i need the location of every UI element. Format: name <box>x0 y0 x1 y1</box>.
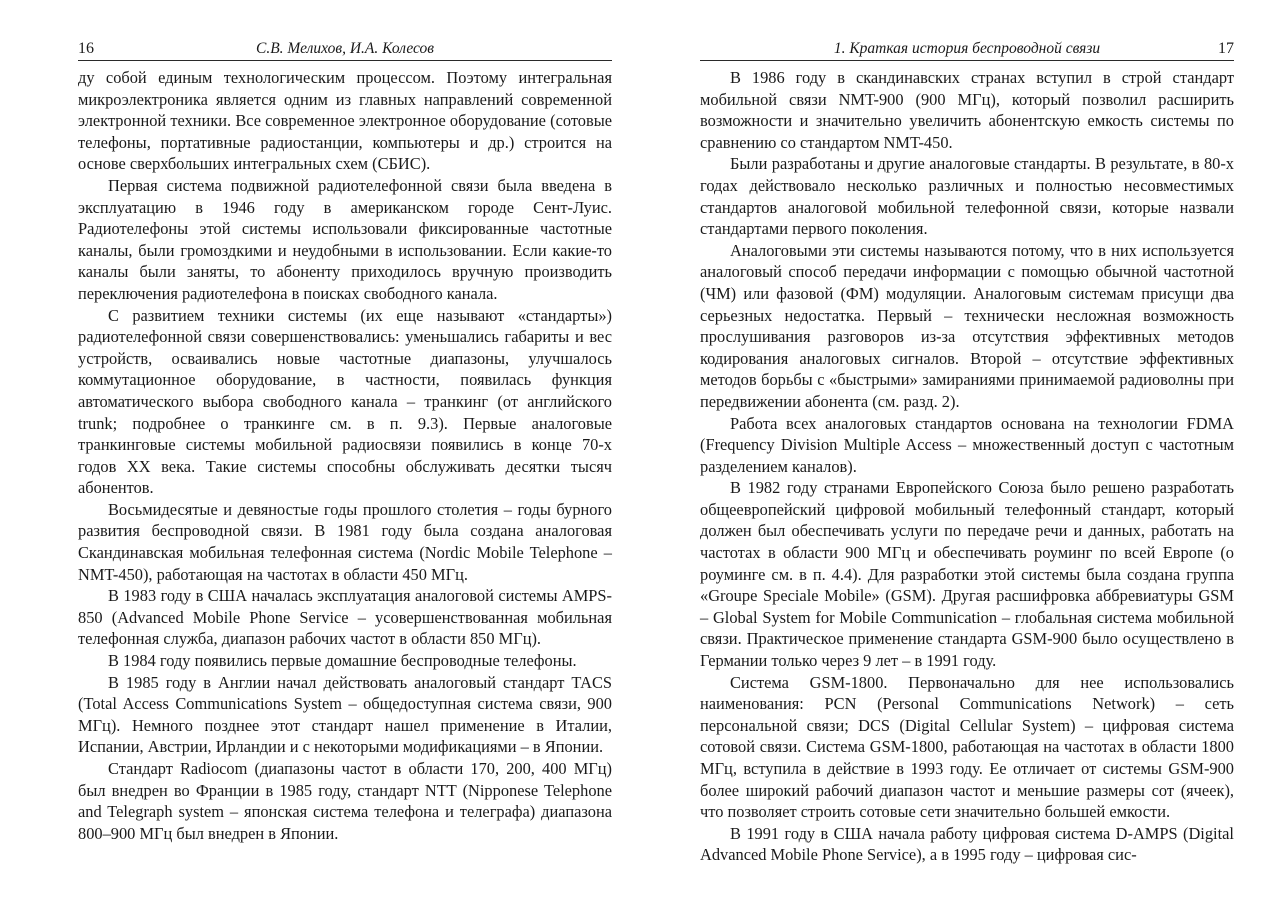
paragraph: Система GSM-1800. Первоначально для нее использовались наименования: PCN (Personal Communications Network) – сеть персональной связи; DCS (Digital Cellular System) – цифровая система сотовой связи. Система GSM-1800, работающая на частотах в области 1800 МГц, вступила в действие в 1993 году. Ее отличает от системы GSM-900 более широкий рабочий диапазон частот и меньшие размеры сот (ячеек), что позволяет строить сотовые сети значительно большей емкости. <box>700 672 1234 822</box>
paragraph: Были разработаны и другие аналоговые стандарты. В результате, в 80-х годах действовало несколько различных и полностью несовместимых стандартов аналоговой мобильной телефонной связи, которые назвали стандартами первого поколения. <box>700 154 1234 239</box>
paragraph: В 1983 году в США началась эксплуатация аналоговой системы AMPS-850 (Advanced Mobile Phone Service – усовершенствованная мобильная телефонная служба, диапазон рабочих частот в области 850 МГц). <box>78 586 612 649</box>
paragraph: ду собой единым технологическим процессом. Поэтому интегральная микроэлектроника является одним из главных направлений современной электронной техники. Все современное электронное оборудование (сотовые телефоны, портативные радиостанции, компьютеры и др.) строится на основе сверхбольших интегральных схем (СБИС). <box>78 68 612 174</box>
left-body-text <box>78 67 612 844</box>
right-running-head <box>700 40 1234 61</box>
paragraph: В 1985 году в Англии начал действовать аналоговый стандарт TACS (Total Access Communications System – общедоступная система связи, 900 МГц). Немного позднее этот стандарт нашел применение в Италии, Испании, Австрии, Ирландии и с некоторыми модификациями – в Японии. <box>78 672 612 757</box>
paragraph: Стандарт Radiocom (диапазоны частот в области 170, 200, 400 МГц) был внедрен во Франции в 1985 году, стандарт NTT (Nipponese Telephone and Telegraph system – японская система телефона и телеграфа) диапазона 800–900 МГц был внедрен в Японии. <box>78 759 612 843</box>
left-running-head-title: С.В. Мелихов, И.А. Колесов <box>256 40 434 57</box>
paragraph: В 1982 году странами Европейского Союза было решено разработать общеевропейский цифровой мобильный телефонный стандарт, который должен был обеспечивать услуги по передаче речи и данных, работать на частотах в области 900 МГц и обеспечивать роуминг по всей Европе (о роуминге см. в п. 4.4). Для разработки этой системы была создана группа «Groupe Speciale Mobile» (GSM). Другая расшифровка аббревиатуры GSM – Global System for Mobile Communication – глобальная система мобильной связи. Практическое применение стандарта GSM-900 было осуществлено в Германии только через 9 лет – в 1991 году. <box>700 478 1234 671</box>
paragraph: В 1984 году появились первые домашние беспроводные телефоны. <box>108 651 577 671</box>
right-page <box>700 40 1234 865</box>
left-page-number: 16 <box>78 40 94 57</box>
right-running-head-title: 1. Краткая история беспроводной связи <box>833 40 1101 57</box>
paragraph: Аналоговыми эти системы называются потому, что в них используется аналоговый способ передачи информации с помощью обычной частотной (ЧМ) или фазовой (ФМ) модуляции. Аналоговым системам присущи два серьезных недостатка. Первый – технически несложная возможность прослушивания разговоров из-за отсутствия эффективных методов кодирования аналоговых сигналов. Второй – отсутствие эффективных методов борьбы с «быстрыми» замираниями принимаемой радиоволны при передвижении абонента (см. разд. 2). <box>700 240 1234 411</box>
left-page <box>78 40 612 843</box>
paragraph: Восьмидесятые и девяностые годы прошлого столетия – годы бурного развития беспроводной связи. В 1981 году была создана аналоговая Скандинавская мобильная телефонная система (Nordic Mobile Telephone – NMT-450), работающая на частотах в области 450 МГц. <box>78 499 612 584</box>
left-running-head <box>78 40 612 61</box>
paragraph: В 1991 году в США начала работу цифровая система D-AMPS (Digital Advanced Mobile Phone Service), а в 1995 году – цифровая сис- <box>700 823 1234 865</box>
right-page-number: 17 <box>1218 40 1234 57</box>
right-body-text <box>700 67 1234 866</box>
paragraph: Первая система подвижной радиотелефонной связи была введена в эксплуатацию в 1946 году в американском городе Сент-Луис. Радиотелефоны этой системы использовали фиксированные частотные каналы, были громоздкими и неудобными в использовании. Если какие-то каналы были заняты, то абоненту приходилось вручную производить переключения радиотелефона в поисках свободного канала. <box>78 175 612 303</box>
paragraph: Работа всех аналоговых стандартов основана на технологии FDMA (Frequency Division Multiple Access – множественный доступ с частотным разделением каналов). <box>700 413 1234 476</box>
paragraph: В 1986 году в скандинавских странах вступил в строй стандарт мобильной связи NMT-900 (900 МГц), который позволил расширить возможности и значительно увеличить абонентскую емкость системы по сравнению со стандартом NMT-450. <box>700 68 1234 152</box>
paragraph: С развитием техники системы (их еще называют «стандарты») радиотелефонной связи совершенствовались: уменьшались габариты и вес устройств, осваивались новые частотные диапазоны, улучшалось коммутационное оборудование, в частности, появилась функция автоматического выбора свободного канала – транкинг (от английского trunk; подробнее о транкинге см. в п. 9.3). Первые аналоговые транкинговые системы мобильной радиосвязи появились в конце 70-х годов XX века. Такие системы способны обслуживать десятки тысяч абонентов. <box>78 305 612 498</box>
